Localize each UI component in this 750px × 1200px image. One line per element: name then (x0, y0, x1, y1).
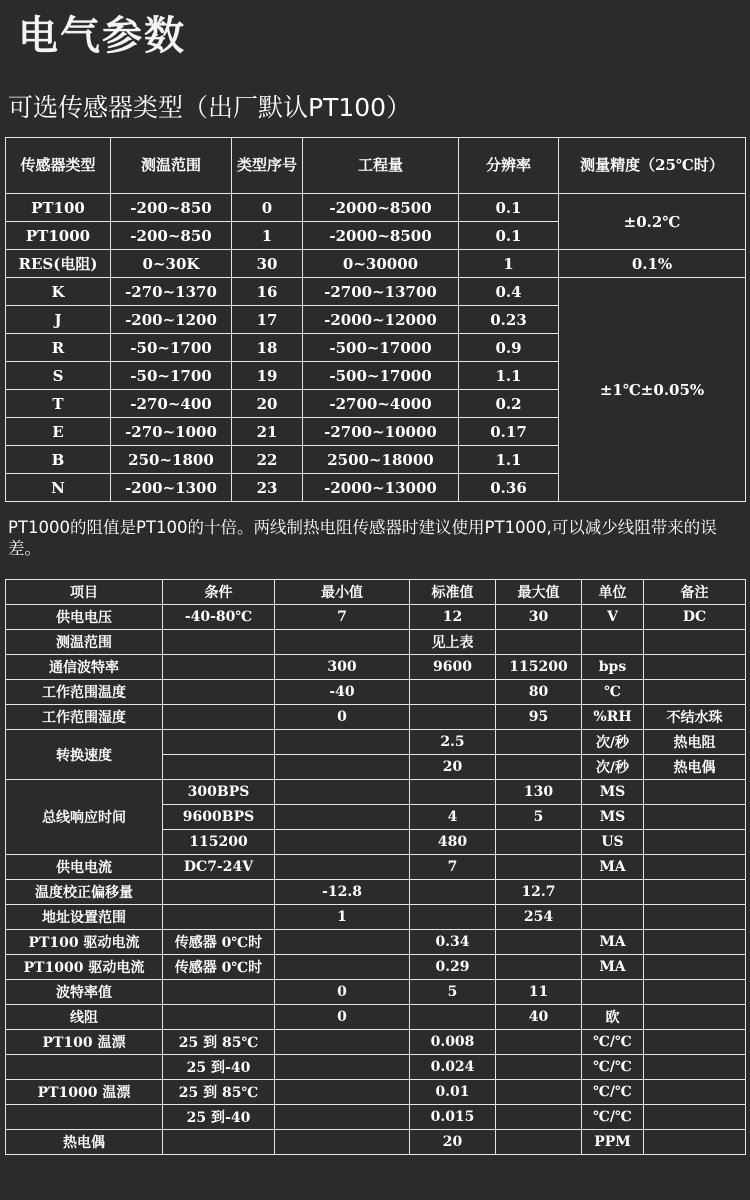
cell-remark (644, 880, 746, 905)
cell-sensor-type: B (6, 446, 111, 474)
cell-temp-range: -270~1370 (111, 278, 232, 306)
cell-min (275, 755, 410, 780)
cell-type-index: 19 (232, 362, 303, 390)
cell-remark: 不结水珠 (644, 705, 746, 730)
cell-unit (582, 905, 644, 930)
cell-max (496, 630, 582, 655)
cell-engineering-value: 0~30000 (303, 250, 459, 278)
cell-remark (644, 780, 746, 805)
electrical-parameter-table (5, 579, 746, 1155)
cell-max: 130 (496, 780, 582, 805)
cell-max: 5 (496, 805, 582, 830)
cell-remark (644, 955, 746, 980)
cell-std (410, 905, 496, 930)
cell-remark (644, 655, 746, 680)
cell-sensor-type: J (6, 306, 111, 334)
cell-unit: ℃/℃ (582, 1030, 644, 1055)
cell-sensor-type: PT1000 (6, 222, 111, 250)
cell-type-index: 30 (232, 250, 303, 278)
cell-cond (163, 880, 275, 905)
param-table-header-row (6, 580, 746, 605)
cell-min: 0 (275, 1005, 410, 1030)
cell-temp-range: -200~850 (111, 222, 232, 250)
cell-cond (163, 705, 275, 730)
cell-cond (163, 755, 275, 780)
cell-min (275, 830, 410, 855)
cell-engineering-value: -2700~13700 (303, 278, 459, 306)
cell-cond (163, 905, 275, 930)
cell-unit: MA (582, 930, 644, 955)
cell-item: 热电偶 (6, 1130, 163, 1155)
cell-type-index: 21 (232, 418, 303, 446)
cell-type-index: 22 (232, 446, 303, 474)
cell-remark: DC (644, 605, 746, 630)
cell-std (410, 705, 496, 730)
cell-min (275, 730, 410, 755)
cell-min (275, 630, 410, 655)
param-table-row (6, 730, 746, 755)
cell-unit: 次/秒 (582, 730, 644, 755)
cell-temp-range: -200~1300 (111, 474, 232, 502)
cell-max: 254 (496, 905, 582, 930)
param-table-row (6, 930, 746, 955)
page-title: 电气参数 (18, 13, 186, 59)
cell-max: 80 (496, 680, 582, 705)
cell-std: 0.024 (410, 1055, 496, 1080)
cell-remark (644, 905, 746, 930)
cell-resolution: 0.4 (459, 278, 559, 306)
cell-unit: %RH (582, 705, 644, 730)
cell-item: 通信波特率 (6, 655, 163, 680)
cell-engineering-value: -2000~12000 (303, 306, 459, 334)
cell-min: -12.8 (275, 880, 410, 905)
cell-accuracy: ±0.2℃ (559, 194, 746, 250)
cell-resolution: 1.1 (459, 446, 559, 474)
cell-item: 供电电压 (6, 605, 163, 630)
cell-std: 480 (410, 830, 496, 855)
cell-temp-range: -270~400 (111, 390, 232, 418)
param-table-row (6, 680, 746, 705)
cell-item: PT100 温漂 (6, 1030, 163, 1055)
cell-max (496, 755, 582, 780)
cell-cond: 传感器 0℃时 (163, 930, 275, 955)
param-table-row (6, 1055, 746, 1080)
cell-unit (582, 880, 644, 905)
cell-cond: 25 到 85℃ (163, 1030, 275, 1055)
cell-resolution: 0.17 (459, 418, 559, 446)
param-table-row (6, 905, 746, 930)
cell-std (410, 880, 496, 905)
cell-cond: -40-80℃ (163, 605, 275, 630)
sensor-type-table (5, 137, 746, 502)
cell-temp-range: -50~1700 (111, 362, 232, 390)
cell-type-index: 16 (232, 278, 303, 306)
cell-unit (582, 630, 644, 655)
cell-cond: 25 到-40 (163, 1055, 275, 1080)
cell-std: 2.5 (410, 730, 496, 755)
header-standard: 标准值 (410, 580, 496, 605)
cell-resolution: 1.1 (459, 362, 559, 390)
param-table-row (6, 605, 746, 630)
cell-remark (644, 805, 746, 830)
header-item: 项目 (6, 580, 163, 605)
param-table-row (6, 630, 746, 655)
cell-accuracy: ±1℃±0.05% (559, 278, 746, 502)
cell-min (275, 1105, 410, 1130)
cell-temp-range: -200~1200 (111, 306, 232, 334)
param-table-row (6, 705, 746, 730)
sensor-table-header-row (6, 138, 746, 194)
cell-remark (644, 1030, 746, 1055)
header-min: 最小值 (275, 580, 410, 605)
cell-std: 0.015 (410, 1105, 496, 1130)
header-engineering-value: 工程量 (303, 138, 459, 194)
cell-sensor-type: R (6, 334, 111, 362)
cell-min (275, 1130, 410, 1155)
cell-max (496, 955, 582, 980)
cell-min (275, 930, 410, 955)
cell-resolution: 0.1 (459, 194, 559, 222)
cell-item: PT100 驱动电流 (6, 930, 163, 955)
cell-item: 工作范围温度 (6, 680, 163, 705)
cell-resolution: 1 (459, 250, 559, 278)
cell-item: 地址设置范围 (6, 905, 163, 930)
cell-std: 0.01 (410, 1080, 496, 1105)
header-unit: 单位 (582, 580, 644, 605)
cell-cond (163, 630, 275, 655)
cell-unit: ℃ (582, 680, 644, 705)
cell-sensor-type: RES(电阻) (6, 250, 111, 278)
cell-unit: 次/秒 (582, 755, 644, 780)
cell-max (496, 830, 582, 855)
cell-item: PT1000 驱动电流 (6, 955, 163, 980)
cell-std: 12 (410, 605, 496, 630)
header-temp-range: 测温范围 (111, 138, 232, 194)
cell-remark (644, 980, 746, 1005)
cell-cond: 25 到-40 (163, 1105, 275, 1130)
cell-item: 供电电流 (6, 855, 163, 880)
cell-min (275, 955, 410, 980)
header-sensor-type: 传感器类型 (6, 138, 111, 194)
param-table-row (6, 855, 746, 880)
cell-cond (163, 655, 275, 680)
cell-type-index: 20 (232, 390, 303, 418)
cell-item: 测温范围 (6, 630, 163, 655)
cell-min: 0 (275, 980, 410, 1005)
cell-min (275, 1055, 410, 1080)
cell-remark: 热电阻 (644, 730, 746, 755)
cell-std (410, 780, 496, 805)
param-table-row (6, 1080, 746, 1105)
cell-item (6, 1105, 163, 1130)
param-table-row (6, 980, 746, 1005)
cell-unit: MA (582, 955, 644, 980)
cell-unit: ℃/℃ (582, 1105, 644, 1130)
cell-min (275, 1080, 410, 1105)
cell-max: 12.7 (496, 880, 582, 905)
cell-type-index: 0 (232, 194, 303, 222)
cell-max (496, 1055, 582, 1080)
sensor-table-row (6, 278, 746, 306)
param-table-row (6, 955, 746, 980)
param-table-row (6, 1030, 746, 1055)
cell-unit: PPM (582, 1130, 644, 1155)
cell-cond: 9600BPS (163, 805, 275, 830)
cell-sensor-type: N (6, 474, 111, 502)
cell-unit: MS (582, 805, 644, 830)
header-condition: 条件 (163, 580, 275, 605)
cell-std: 5 (410, 980, 496, 1005)
cell-std: 0.29 (410, 955, 496, 980)
cell-min (275, 805, 410, 830)
cell-type-index: 1 (232, 222, 303, 250)
cell-unit: ℃/℃ (582, 1080, 644, 1105)
cell-remark (644, 1080, 746, 1105)
cell-item: 温度校正偏移量 (6, 880, 163, 905)
cell-max: 40 (496, 1005, 582, 1030)
cell-engineering-value: -500~17000 (303, 362, 459, 390)
cell-engineering-value: -2000~13000 (303, 474, 459, 502)
cell-cond: 300BPS (163, 780, 275, 805)
param-table-row (6, 780, 746, 805)
cell-std: 20 (410, 755, 496, 780)
pt1000-note: PT1000的阻值是PT100的十倍。两线制热电阻传感器时建议使用PT1000,可以减少线阻带来的误差。 (8, 518, 717, 558)
cell-accuracy: 0.1% (559, 250, 746, 278)
cell-max: 11 (496, 980, 582, 1005)
cell-std: 4 (410, 805, 496, 830)
cell-remark (644, 1130, 746, 1155)
cell-min (275, 1030, 410, 1055)
cell-item: 线阻 (6, 1005, 163, 1030)
cell-std: 20 (410, 1130, 496, 1155)
cell-type-index: 18 (232, 334, 303, 362)
cell-remark (644, 680, 746, 705)
cell-cond: 115200 (163, 830, 275, 855)
cell-remark (644, 855, 746, 880)
cell-std: 7 (410, 855, 496, 880)
cell-unit: US (582, 830, 644, 855)
cell-engineering-value: -2700~10000 (303, 418, 459, 446)
cell-std: 见上表 (410, 630, 496, 655)
cell-unit: 欧 (582, 1005, 644, 1030)
param-table-row (6, 1130, 746, 1155)
cell-remark (644, 1005, 746, 1030)
param-table-row (6, 880, 746, 905)
cell-unit: MA (582, 855, 644, 880)
cell-cond (163, 730, 275, 755)
cell-std: 0.008 (410, 1030, 496, 1055)
cell-min: -40 (275, 680, 410, 705)
cell-max (496, 855, 582, 880)
cell-unit (582, 980, 644, 1005)
cell-item: 总线响应时间 (6, 780, 163, 855)
cell-unit: ℃/℃ (582, 1055, 644, 1080)
cell-cond: 传感器 0℃时 (163, 955, 275, 980)
cell-resolution: 0.2 (459, 390, 559, 418)
param-table-row (6, 655, 746, 680)
cell-cond (163, 1005, 275, 1030)
cell-cond: DC7-24V (163, 855, 275, 880)
cell-max (496, 1080, 582, 1105)
cell-type-index: 23 (232, 474, 303, 502)
cell-cond: 25 到 85℃ (163, 1080, 275, 1105)
cell-cond (163, 980, 275, 1005)
cell-max (496, 930, 582, 955)
cell-min (275, 855, 410, 880)
cell-min: 0 (275, 705, 410, 730)
cell-max: 95 (496, 705, 582, 730)
cell-temp-range: 250~1800 (111, 446, 232, 474)
cell-std (410, 1005, 496, 1030)
cell-remark (644, 1105, 746, 1130)
cell-std: 0.34 (410, 930, 496, 955)
cell-max (496, 1105, 582, 1130)
sensor-table-row (6, 194, 746, 222)
cell-remark (644, 1055, 746, 1080)
cell-sensor-type: K (6, 278, 111, 306)
cell-cond (163, 1130, 275, 1155)
cell-temp-range: -50~1700 (111, 334, 232, 362)
cell-engineering-value: -500~17000 (303, 334, 459, 362)
cell-engineering-value: -2000~8500 (303, 194, 459, 222)
cell-unit: V (582, 605, 644, 630)
header-accuracy: 测量精度（25℃时） (559, 138, 746, 194)
header-max: 最大值 (496, 580, 582, 605)
header-resolution: 分辨率 (459, 138, 559, 194)
cell-engineering-value: -2000~8500 (303, 222, 459, 250)
cell-sensor-type: T (6, 390, 111, 418)
cell-resolution: 0.1 (459, 222, 559, 250)
cell-std (410, 680, 496, 705)
sensor-table-row (6, 250, 746, 278)
cell-unit: bps (582, 655, 644, 680)
cell-cond (163, 680, 275, 705)
cell-item: PT1000 温漂 (6, 1080, 163, 1105)
cell-remark (644, 830, 746, 855)
cell-remark (644, 930, 746, 955)
cell-min (275, 780, 410, 805)
cell-item: 转换速度 (6, 730, 163, 780)
cell-resolution: 0.9 (459, 334, 559, 362)
cell-max (496, 730, 582, 755)
cell-sensor-type: S (6, 362, 111, 390)
cell-item: 波特率值 (6, 980, 163, 1005)
cell-temp-range: -270~1000 (111, 418, 232, 446)
cell-temp-range: 0~30K (111, 250, 232, 278)
section-subtitle: 可选传感器类型（出厂默认PT100） (8, 93, 412, 122)
cell-sensor-type: E (6, 418, 111, 446)
cell-remark (644, 630, 746, 655)
cell-max (496, 1030, 582, 1055)
cell-max: 30 (496, 605, 582, 630)
cell-temp-range: -200~850 (111, 194, 232, 222)
cell-resolution: 0.36 (459, 474, 559, 502)
cell-max: 115200 (496, 655, 582, 680)
param-table-row (6, 1105, 746, 1130)
cell-item: 工作范围湿度 (6, 705, 163, 730)
cell-sensor-type: PT100 (6, 194, 111, 222)
header-type-index: 类型序号 (232, 138, 303, 194)
cell-type-index: 17 (232, 306, 303, 334)
cell-engineering-value: -2700~4000 (303, 390, 459, 418)
cell-min: 7 (275, 605, 410, 630)
header-remark: 备注 (644, 580, 746, 605)
cell-item (6, 1055, 163, 1080)
cell-engineering-value: 2500~18000 (303, 446, 459, 474)
cell-std: 9600 (410, 655, 496, 680)
cell-remark: 热电偶 (644, 755, 746, 780)
param-table-row (6, 1005, 746, 1030)
cell-resolution: 0.23 (459, 306, 559, 334)
cell-min: 1 (275, 905, 410, 930)
cell-unit: MS (582, 780, 644, 805)
cell-max (496, 1130, 582, 1155)
cell-min: 300 (275, 655, 410, 680)
